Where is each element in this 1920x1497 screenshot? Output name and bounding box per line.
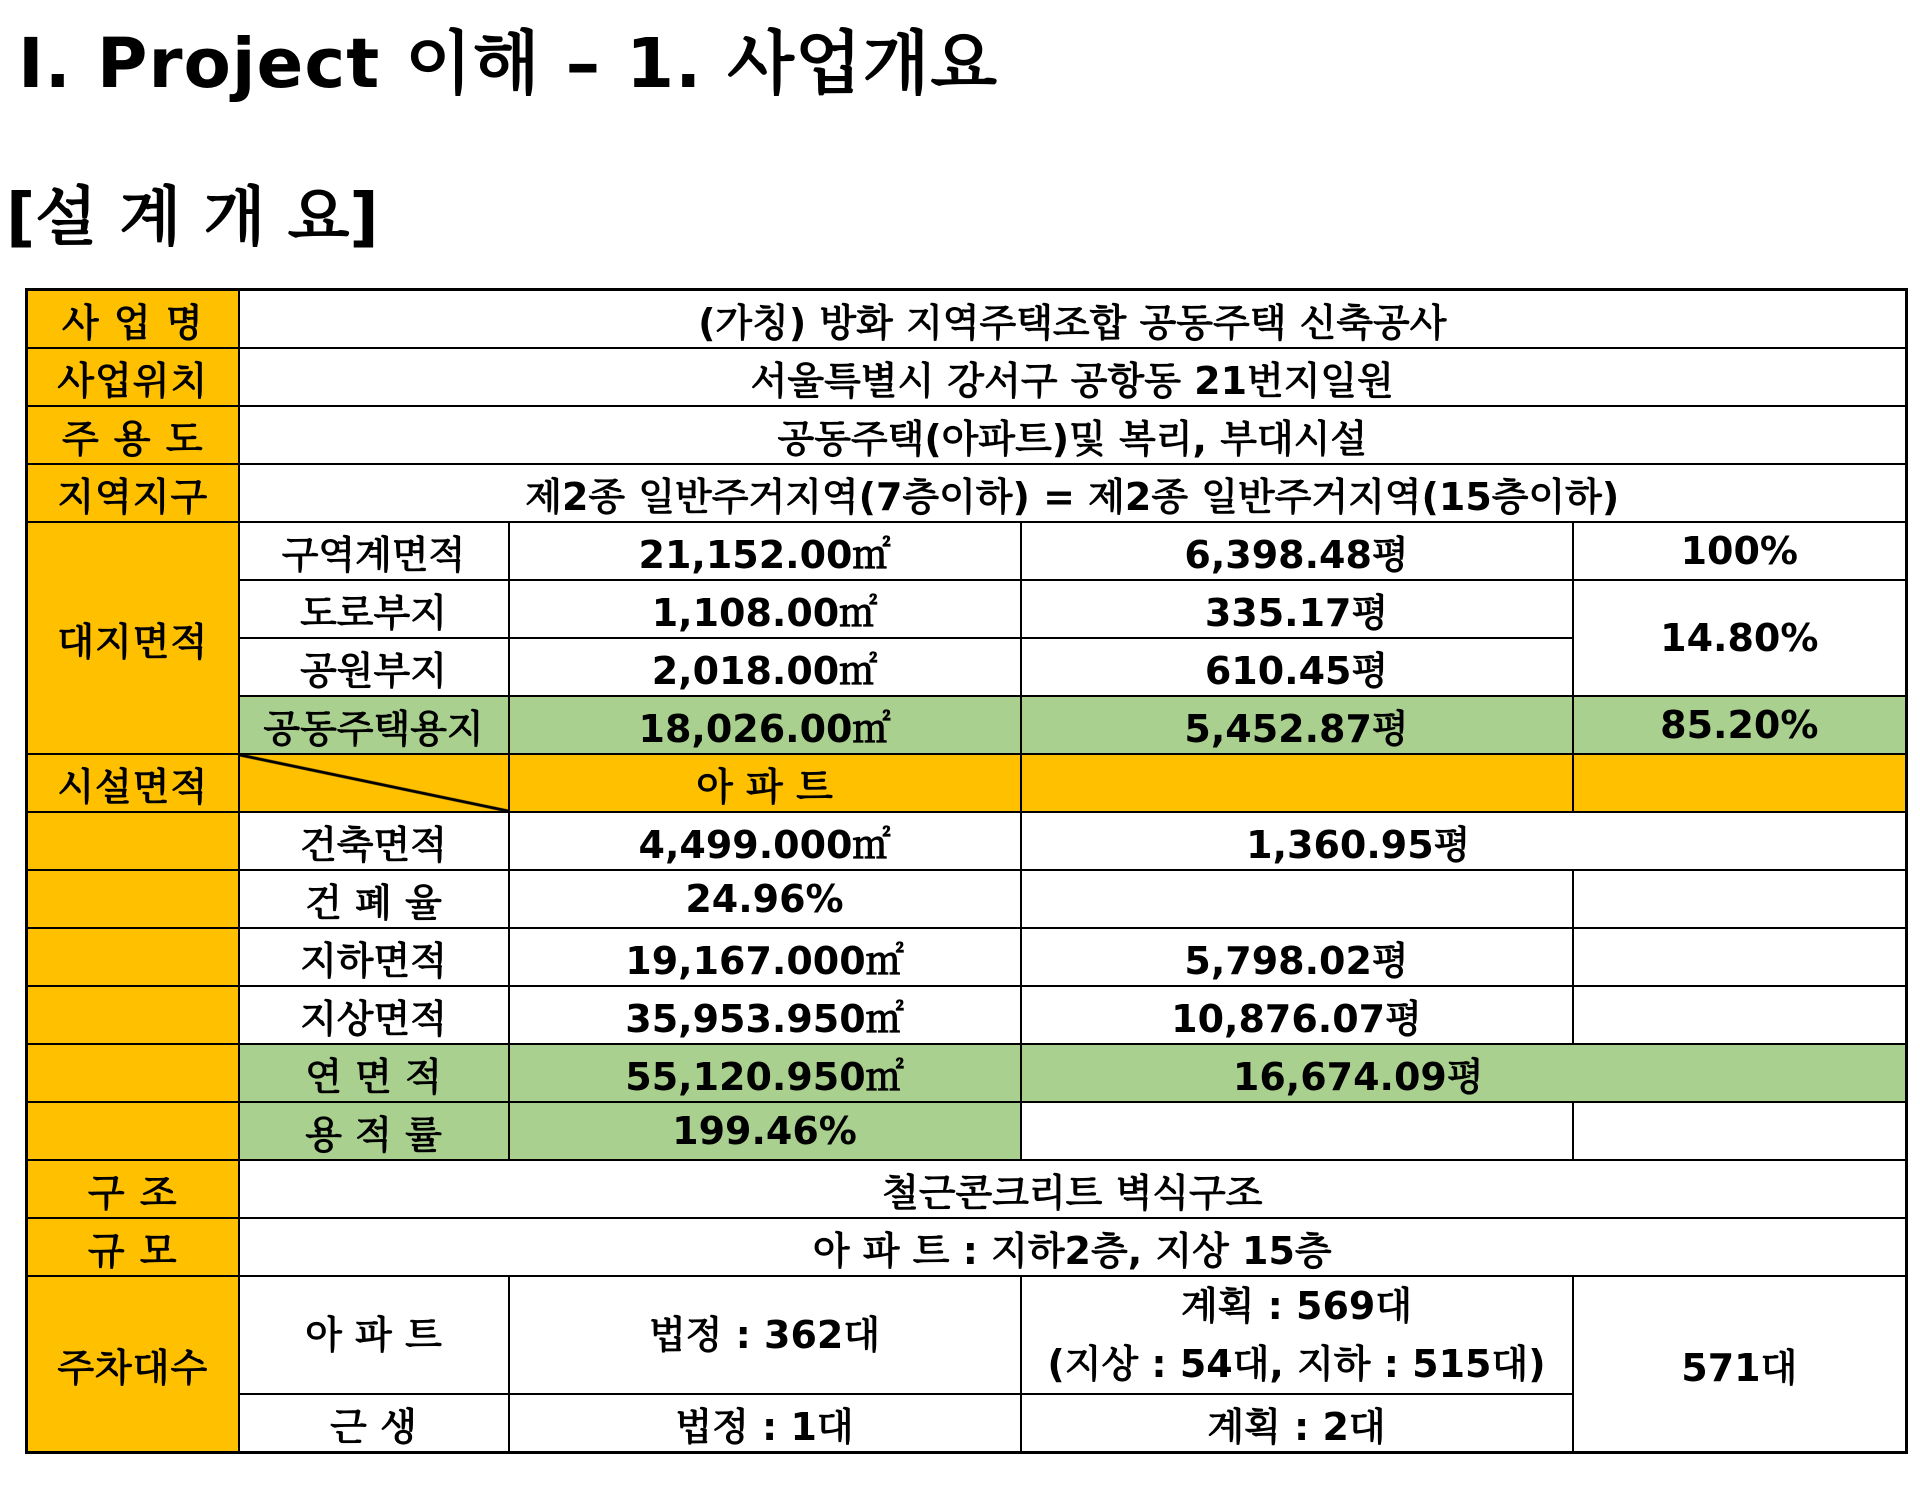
empty-cell	[1573, 928, 1907, 986]
parking-retail-plan: 계획 : 2대	[1021, 1394, 1573, 1453]
empty-label-cell	[27, 986, 239, 1044]
table-row	[27, 1218, 1907, 1276]
table-row	[27, 696, 1907, 754]
site-row-pyeong: 6,398.48평	[1021, 522, 1573, 580]
table-row	[27, 406, 1907, 464]
empty-cell	[1021, 870, 1573, 928]
parking-retail-legal: 법정 : 1대	[509, 1394, 1021, 1453]
project-name-value: (가칭) 방화 지역주택조합 공동주택 신축공사	[239, 290, 1907, 349]
site-row-name: 공동주택용지	[239, 696, 509, 754]
site-row-pyeong: 335.17평	[1021, 580, 1573, 638]
facility-row-value: 55,120.950㎡	[509, 1044, 1021, 1102]
table-row	[27, 754, 1907, 812]
parking-apartment-plan-detail: (지상 : 54대, 지하 : 515대)	[1047, 1342, 1546, 1386]
scale-value: 아 파 트 : 지하2층, 지상 15층	[239, 1218, 1907, 1276]
parking-retail-name: 근 생	[239, 1394, 509, 1453]
road-park-ratio: 14.80%	[1573, 580, 1907, 696]
table-row	[27, 1160, 1907, 1218]
site-row-ratio: 85.20%	[1573, 696, 1907, 754]
parking-total: 571대	[1573, 1276, 1907, 1453]
facility-row-name: 지하면적	[239, 928, 509, 986]
table-row	[27, 870, 1907, 928]
location-value: 서울특별시 강서구 공항동 21번지일원	[239, 348, 1907, 406]
site-row-sqm: 21,152.00㎡	[509, 522, 1021, 580]
diagonal-cell	[239, 754, 509, 812]
empty-cell	[1573, 1102, 1907, 1160]
main-use-value: 공동주택(아파트)및 복리, 부대시설	[239, 406, 1907, 464]
facility-row-pyeong: 16,674.09평	[1021, 1044, 1907, 1102]
section-title: [설 계 개 요]	[6, 181, 379, 255]
empty-label-cell	[27, 812, 239, 870]
facility-row-name: 건축면적	[239, 812, 509, 870]
structure-label: 구 조	[27, 1160, 239, 1218]
facility-row-value: 19,167.000㎡	[509, 928, 1021, 986]
page-title: Ⅰ. Project 이해 – 1. 사업개요	[18, 24, 998, 104]
table-row	[27, 812, 1907, 870]
facility-row-pyeong: 1,360.95평	[1021, 812, 1907, 870]
site-row-name: 구역계면적	[239, 522, 509, 580]
empty-cell	[1573, 986, 1907, 1044]
empty-label-cell	[27, 1044, 239, 1102]
empty-cell	[1021, 1102, 1573, 1160]
site-row-pyeong: 5,452.87평	[1021, 696, 1573, 754]
empty-label-cell	[27, 928, 239, 986]
empty-header-cell	[1573, 754, 1907, 812]
parking-apartment-legal: 법정 : 362대	[509, 1276, 1021, 1394]
facility-row-value: 4,499.000㎡	[509, 812, 1021, 870]
facility-row-name: 연 면 적	[239, 1044, 509, 1102]
empty-header-cell	[1021, 754, 1573, 812]
facility-column-header: 아 파 트	[509, 754, 1021, 812]
facility-row-value: 199.46%	[509, 1102, 1021, 1160]
project-name-label: 사 업 명	[27, 290, 239, 349]
site-area-label: 대지면적	[27, 522, 239, 754]
empty-label-cell	[27, 1102, 239, 1160]
table-row	[27, 1044, 1907, 1102]
empty-cell	[1573, 870, 1907, 928]
table-row	[27, 928, 1907, 986]
empty-label-cell	[27, 870, 239, 928]
table-row	[27, 1102, 1907, 1160]
table-row	[27, 348, 1907, 406]
parking-apartment-plan-cell	[1021, 1276, 1573, 1394]
design-overview-table	[25, 288, 1908, 1454]
structure-value: 철근콘크리트 벽식구조	[239, 1160, 1907, 1218]
site-row-name: 공원부지	[239, 638, 509, 696]
site-row-sqm: 1,108.00㎡	[509, 580, 1021, 638]
facility-row-value: 35,953.950㎡	[509, 986, 1021, 1044]
location-label: 사업위치	[27, 348, 239, 406]
site-row-name: 도로부지	[239, 580, 509, 638]
parking-apartment-name: 아 파 트	[239, 1276, 509, 1394]
zoning-value: 제2종 일반주거지역(7층이하) = 제2종 일반주거지역(15층이하)	[239, 464, 1907, 522]
zoning-label: 지역지구	[27, 464, 239, 522]
site-row-pyeong: 610.45평	[1021, 638, 1573, 696]
parking-label: 주차대수	[27, 1276, 239, 1453]
facility-row-value: 24.96%	[509, 870, 1021, 928]
main-use-label: 주 용 도	[27, 406, 239, 464]
facility-row-name: 용 적 률	[239, 1102, 509, 1160]
table-row	[27, 522, 1907, 580]
table-row	[27, 580, 1907, 638]
site-row-ratio: 100%	[1573, 522, 1907, 580]
facility-area-label: 시설면적	[27, 754, 239, 812]
table-row	[27, 1276, 1907, 1394]
facility-row-name: 지상면적	[239, 986, 509, 1044]
site-row-sqm: 2,018.00㎡	[509, 638, 1021, 696]
scale-label: 규 모	[27, 1218, 239, 1276]
site-row-sqm: 18,026.00㎡	[509, 696, 1021, 754]
table-row	[27, 290, 1907, 349]
facility-row-pyeong: 5,798.02평	[1021, 928, 1573, 986]
parking-apartment-plan: 계획 : 569대	[1180, 1284, 1413, 1328]
facility-row-name: 건 폐 율	[239, 870, 509, 928]
facility-row-pyeong: 10,876.07평	[1021, 986, 1573, 1044]
table-row	[27, 986, 1907, 1044]
table-row	[27, 464, 1907, 522]
